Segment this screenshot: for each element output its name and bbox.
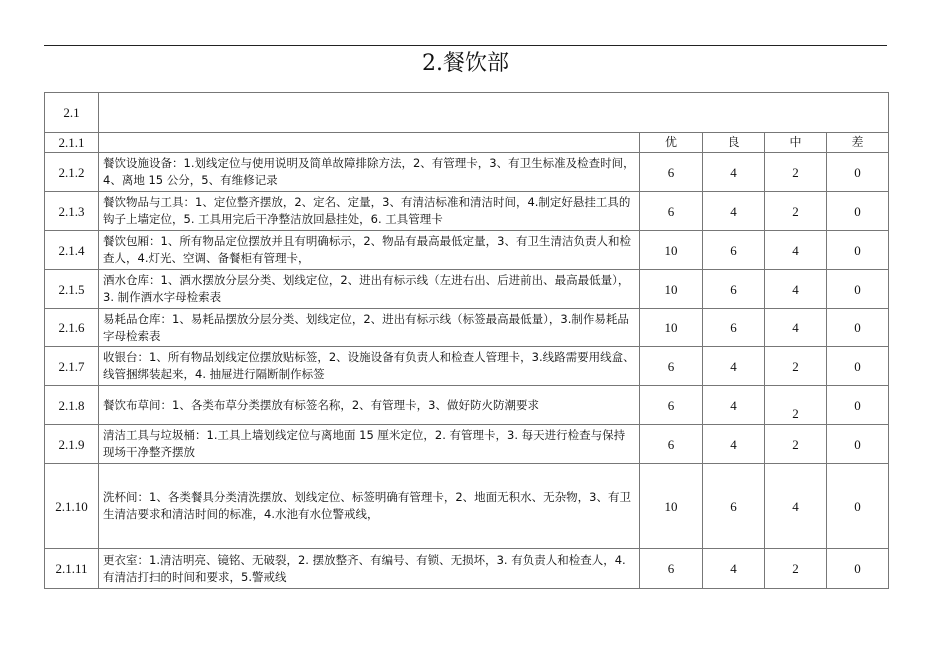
item-number: 2.1.11 [45,549,99,589]
item-number: 2.1.9 [45,425,99,464]
score-excellent: 6 [640,153,703,192]
item-number: 2.1.3 [45,192,99,231]
score-poor: 0 [827,270,889,309]
item-number: 2.1.10 [45,464,99,549]
header-number: 2.1.1 [45,133,99,153]
score-good: 4 [703,425,765,464]
item-description: 洗杯间：1、各类餐具分类清洗摆放、划线定位、标签明确有管理卡，2、地面无积水、无杂物，3、有卫生清洁要求和清洁时间的标准，4.水池有水位警戒线， [99,464,640,549]
top-rule [44,45,887,46]
score-excellent: 6 [640,192,703,231]
score-good: 4 [703,386,765,425]
table-row [45,270,889,309]
score-medium: 2 [765,386,827,425]
item-description: 酒水仓库：1、酒水摆放分层分类、划线定位，2、进出有标示线（左进右出、后进前出、最高最低量），3. 制作酒水字母检索表 [99,270,640,309]
grade-medium: 中 [765,133,827,153]
score-excellent: 10 [640,231,703,270]
page-title: 2.餐饮部 [422,51,509,76]
evaluation-table [44,92,889,589]
score-medium: 4 [765,270,827,309]
score-poor: 0 [827,464,889,549]
score-excellent: 10 [640,464,703,549]
section-title-cell [99,93,889,133]
score-medium: 4 [765,309,827,347]
table-row [45,309,889,347]
score-poor: 0 [827,153,889,192]
score-excellent: 6 [640,386,703,425]
table-row [45,549,889,589]
score-good: 4 [703,153,765,192]
grade-poor: 差 [827,133,889,153]
grade-header-row [45,133,889,153]
item-description: 清洁工具与垃圾桶：1.工具上墙划线定位与离地面 15 厘米定位，2. 有管理卡，3. 每天进行检查与保持现场干净整齐摆放 [99,425,640,464]
score-excellent: 6 [640,549,703,589]
score-excellent: 6 [640,347,703,386]
table-row [45,386,889,425]
score-excellent: 10 [640,309,703,347]
item-description: 餐饮物品与工具：1、定位整齐摆放，2、定名、定量，3、有清洁标准和清洁时间，4.制定好悬挂工具的钩子上墙定位，5. 工具用完后干净整洁放回悬挂处，6. 工具管理卡 [99,192,640,231]
table-row [45,347,889,386]
header-desc-cell [99,133,640,153]
score-medium: 2 [765,153,827,192]
score-good: 6 [703,309,765,347]
item-description: 收银台：1、所有物品划线定位摆放贴标签，2、设施设备有负责人和检查人管理卡，3.线路需要用线盒、线管捆绑装起来，4. 抽屉进行隔断制作标签 [99,347,640,386]
section-number: 2.1 [45,93,99,133]
score-poor: 0 [827,425,889,464]
score-medium: 2 [765,347,827,386]
table-row [45,231,889,270]
score-poor: 0 [827,231,889,270]
score-good: 6 [703,464,765,549]
item-number: 2.1.4 [45,231,99,270]
item-description: 易耗品仓库：1、易耗品摆放分层分类、划线定位，2、进出有标示线（标签最高最低量），3.制作易耗品字母检索表 [99,309,640,347]
item-number: 2.1.2 [45,153,99,192]
score-medium: 4 [765,464,827,549]
table-row [45,425,889,464]
item-description: 餐饮布草间：1、各类布草分类摆放有标签名称，2、有管理卡，3、做好防火防潮要求 [99,386,640,425]
table-row [45,153,889,192]
grade-excellent: 优 [640,133,703,153]
score-poor: 0 [827,549,889,589]
score-excellent: 6 [640,425,703,464]
item-number: 2.1.5 [45,270,99,309]
score-medium: 4 [765,231,827,270]
score-poor: 0 [827,192,889,231]
score-good: 4 [703,549,765,589]
item-description: 餐饮包厢：1、所有物品定位摆放并且有明确标示，2、物品有最高最低定量，3、有卫生清洁负责人和检查人，4.灯光、空调、备餐柜有管理卡， [99,231,640,270]
item-number: 2.1.8 [45,386,99,425]
item-number: 2.1.6 [45,309,99,347]
item-number: 2.1.7 [45,347,99,386]
score-good: 4 [703,347,765,386]
score-good: 6 [703,270,765,309]
score-medium: 2 [765,549,827,589]
score-medium: 2 [765,192,827,231]
score-poor: 0 [827,309,889,347]
item-description: 更衣室：1.清洁明亮、镜铭、无破裂，2. 摆放整齐、有编号、有锁、无损坏，3. 有负责人和检查人，4.有清洁打扫的时间和要求，5.警戒线 [99,549,640,589]
score-good: 4 [703,192,765,231]
score-poor: 0 [827,386,889,425]
score-poor: 0 [827,347,889,386]
score-medium: 2 [765,425,827,464]
table-row [45,192,889,231]
score-excellent: 10 [640,270,703,309]
grade-good: 良 [703,133,765,153]
table-row [45,464,889,549]
section-row [45,93,889,133]
item-description: 餐饮设施设备：1.划线定位与使用说明及简单故障排除方法，2、有管理卡，3、有卫生标准及检查时间，4、离地 15 公分，5、有维修记录 [99,153,640,192]
score-good: 6 [703,231,765,270]
